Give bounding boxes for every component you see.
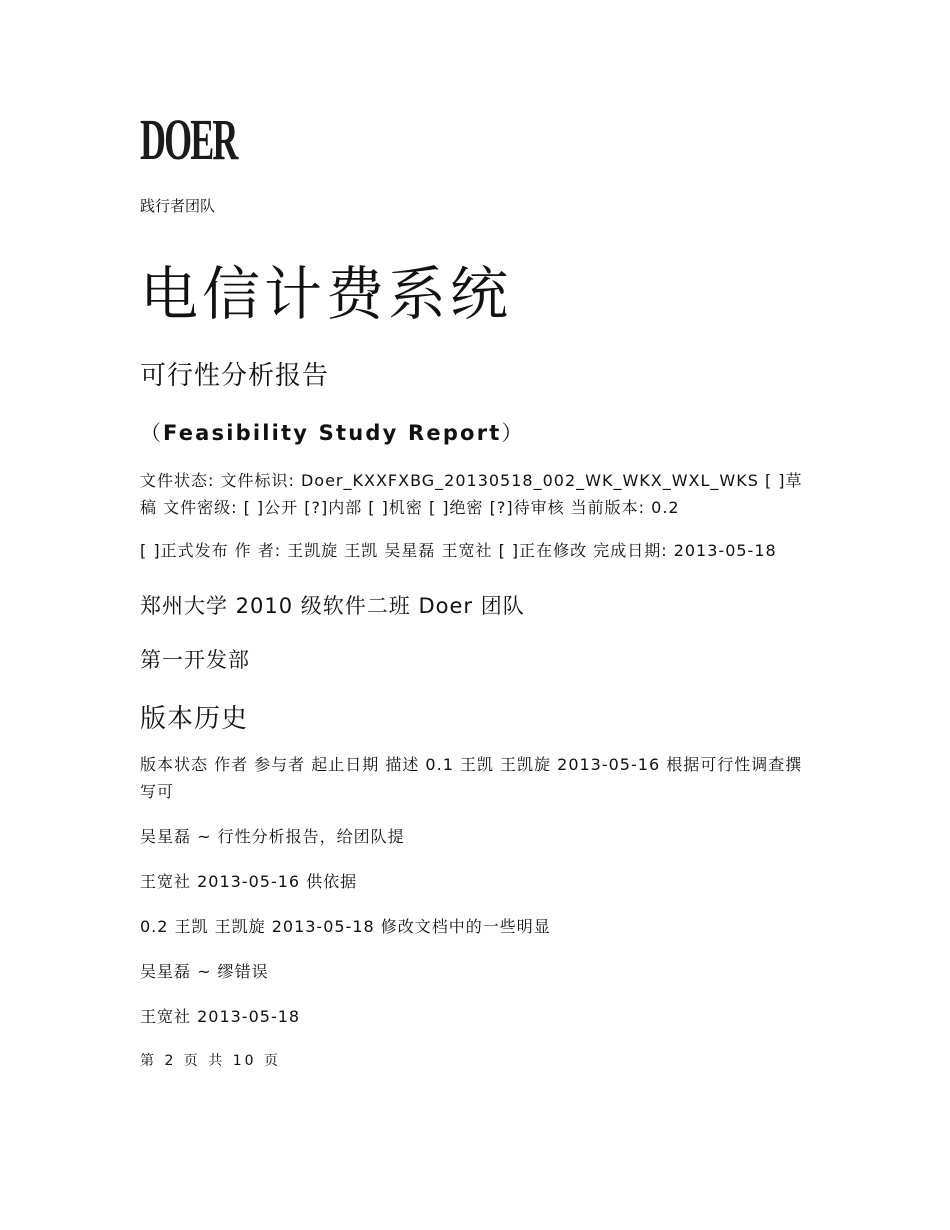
- department-name: 第一开发部: [140, 648, 250, 672]
- history-line: 0.2 王凯 王凯旋 2013-05-18 修改文档中的一些明显: [140, 917, 551, 936]
- history-line: 王宽社 2013-05-16 供依据: [140, 872, 358, 891]
- release-info-block: [ ]正式发布 作 者: 王凯旋 王凯 吴星磊 王宽社 [ ]正在修改 完成日期: 2013-05-18: [140, 541, 777, 560]
- version-history: [140, 751, 812, 1030]
- team-name: 践行者团队: [140, 197, 216, 215]
- document-status-block: 文件状态: 文件标识: Doer_KXXFXBG_20130518_002_WK_WKX_WXL_WKS [ ]草稿 文件密级: [ ]公开 [?]内部 [ ]机密 [ ]绝密 [?]待审核 当前版本: 0.2: [140, 471, 803, 517]
- history-line: 王宽社 2013-05-18: [140, 1007, 301, 1026]
- english-subtitle: [140, 417, 812, 447]
- english-subtitle-text: Feasibility Study Report: [163, 421, 502, 445]
- paren-close: ）: [501, 421, 525, 445]
- history-line: 吴星磊 ~ 行性分析报告，给团队提: [140, 827, 405, 846]
- document-subtitle: 可行性分析报告: [140, 361, 330, 391]
- history-line: 版本状态 作者 参与者 起止日期 描述 0.1 王凯 王凯旋 2013-05-16 根据可行性调查撰写可: [140, 755, 803, 801]
- history-line: 吴星磊 ~ 缪错误: [140, 962, 269, 981]
- page-number-footer: 第 2 页 共 10 页: [140, 1053, 281, 1069]
- paren-open: （: [140, 421, 163, 445]
- page-content: [140, 107, 812, 1070]
- document-title: 电信计费系统: [140, 260, 513, 328]
- version-history-heading: 版本历史: [140, 704, 249, 734]
- organization-name: 郑州大学 2010 级软件二班 Doer 团队: [140, 594, 525, 618]
- doer-logo: DOER: [140, 107, 237, 172]
